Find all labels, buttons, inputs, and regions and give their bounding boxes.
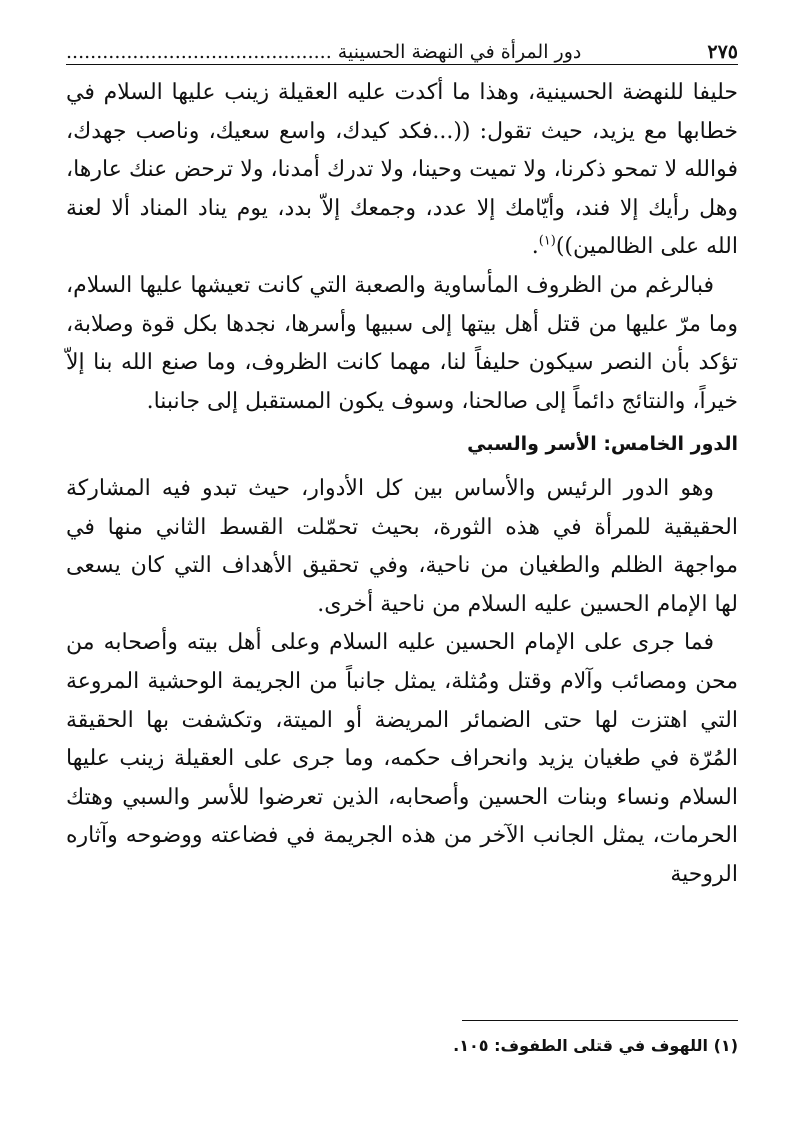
paragraph: [66, 74, 738, 267]
paragraph: فما جرى على الإمام الحسين عليه السلام وعلى أهل بيته وأصحابه من محن ومصائب وآلام وقتل ومُثلة، يمثل جانباً من الجريمة الوحشية المروعة التي اهتزت لها حتى الضمائر المريضة أو الميتة، وتكشفت بها الحقيقة المُرّة في طغيان يزيد وانحراف حكمه، وما جرى على العقيلة زينب عليها السلام ونساء وبنات الحسين وأصحابه، الذين تعرضوا للأسر والسبي وهتك الحرمات، يمثل الجانب الآخر من هذه الجريمة في فضاعته ووضوحه وآثاره الروحية: [66, 630, 738, 887]
footnote: (١) اللهوف في قتلى الطفوف: ١٠٥.: [453, 1036, 738, 1055]
paragraph-text: حليفا للنهضة الحسينية، وهذا ما أكدت عليه العقيلة زينب عليها السلام في خطابها مع يزيد، حيث تقول: ((...فكد كيدك، واسع سعيك، وناصب جهدك، فوالله لا تمحو ذكرنا، ولا تميت وحينا، ولا تدرك أمدنا، ولا ترحض عنك عارها، وهل رأيك إلا فند، وأيّامك إلا عدد، وجمعك إلاّ بدد، يوم يناد المناد ألا لعنة الله على الظالمين)): [66, 80, 738, 260]
paragraph-end: .: [531, 234, 539, 260]
body-text: [66, 74, 738, 894]
header-divider: [66, 64, 738, 65]
page-number: ٢٧٥: [707, 41, 738, 63]
paragraph: فبالرغم من الظروف المأساوية والصعبة التي كانت تعيشها عليها السلام، وما مرّ عليها من قتل أهل بيتها إلى سبيها وأسرها، نجدها بكل قوة وصلابة، تؤكد بأن النصر سيكون حليفاً لنا، مهما كانت الظروف، وما صنع الله بنا إلاّ خيراً، والنتائج دائماً إلى صالحنا، وسوف يكون المستقبل إلى جانبنا.: [66, 272, 738, 414]
footnote-divider: [462, 1020, 738, 1021]
page-header: [66, 30, 738, 64]
section-heading: الدور الخامس: الأسر والسبي: [467, 433, 738, 456]
paragraph: وهو الدور الرئيس والأساس بين كل الأدوار، حيث تبدو فيه المشاركة الحقيقية للمرأة في هذه الثورة، بحيث تحمّلت القسط الثاني منها في مواجهة الظلم والطغيان من ناحية، وفي تحقيق الأهداف التي كان يسعى لها الإمام الحسين عليه السلام من ناحية أخرى.: [66, 475, 738, 617]
running-title: دور المرأة في النهضة الحسينية ............................................: [66, 41, 582, 63]
footnote-ref: (١): [538, 234, 556, 250]
